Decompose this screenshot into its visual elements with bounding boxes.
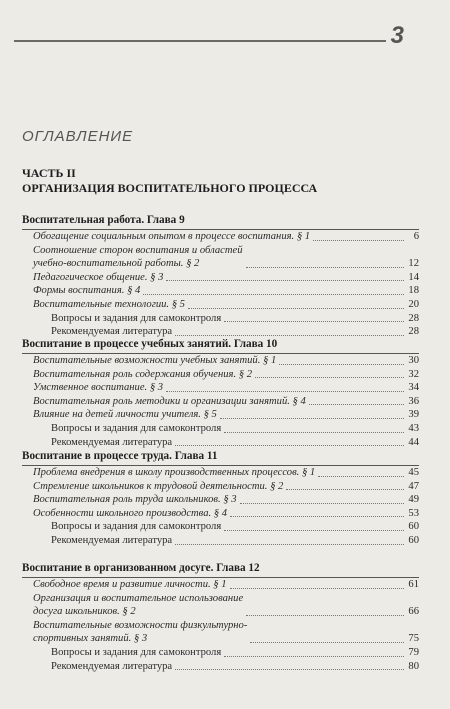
entry-title: Воспитательная роль методики и организации занятий. § 4	[33, 395, 306, 407]
dot-leader	[166, 391, 404, 392]
toc-entry[interactable]	[33, 271, 419, 285]
entry-title: Организация и воспитательное использование досуга школьников. § 2	[33, 592, 244, 618]
toc-entry[interactable]	[33, 480, 419, 494]
entry-page-number: 43	[408, 422, 419, 434]
part-label: ЧАСТЬ II	[22, 166, 76, 180]
dot-leader	[143, 294, 404, 295]
dot-leader	[175, 445, 404, 446]
header-rule	[14, 40, 386, 42]
dot-leader	[309, 404, 404, 405]
toc-entry[interactable]	[33, 230, 419, 244]
toc-entry[interactable]	[33, 520, 419, 534]
entry-title: Рекомендуемая литература	[51, 326, 173, 338]
toc-entry[interactable]	[33, 354, 419, 368]
toc-entry[interactable]	[33, 298, 419, 312]
dot-leader	[220, 418, 404, 419]
entry-page-number: 28	[408, 326, 419, 338]
dot-leader	[224, 656, 404, 657]
entry-title: Вопросы и задания для самоконтроля	[51, 312, 222, 324]
toc-entry[interactable]	[33, 619, 419, 646]
entry-page-number: 36	[408, 395, 419, 407]
dot-leader	[313, 240, 404, 241]
entry-title: Рекомендуемая литература	[51, 534, 173, 546]
entry-title: Умственное воспитание. § 3	[33, 382, 164, 394]
entry-page-number: 32	[408, 368, 419, 380]
entry-page-number: 80	[408, 660, 419, 672]
entry-page-number: 6	[413, 231, 419, 242]
dot-leader	[255, 377, 404, 378]
entry-title: Воспитательные возможности учебных занятий. § 1	[33, 355, 277, 366]
entry-page-number: 75	[408, 633, 419, 645]
chapter-section	[22, 561, 419, 673]
entry-page-number: 18	[408, 285, 419, 297]
toc-entry[interactable]	[33, 534, 419, 548]
toc-entry[interactable]	[33, 592, 419, 619]
entry-title: Рекомендуемая литература	[51, 436, 173, 448]
toc-entry[interactable]	[33, 312, 419, 326]
entry-title: Проблема внедрения в школу производственных процессов. § 1	[33, 467, 316, 478]
toc-title: ОГЛАВЛЕНИЕ	[22, 128, 134, 145]
entry-page-number: 34	[408, 382, 419, 394]
toc-entry[interactable]	[33, 422, 419, 436]
chapter-section	[22, 213, 419, 339]
toc-entry[interactable]	[33, 284, 419, 298]
toc-entry[interactable]	[33, 381, 419, 395]
dot-leader	[230, 516, 404, 517]
dot-leader	[224, 530, 404, 531]
part-heading	[22, 166, 422, 196]
entry-page-number: 12	[408, 258, 419, 270]
entry-title: Влияние на детей личности учителя. § 5	[33, 409, 217, 421]
entry-title: Вопросы и задания для самоконтроля	[51, 521, 222, 533]
toc-entry[interactable]	[33, 646, 419, 660]
dot-leader	[250, 642, 404, 643]
chapter-heading: Воспитание в процессе труда. Глава 11	[22, 449, 419, 466]
entry-title: Соотношение сторон воспитания и областей учебно-воспитательной работы. § 2	[33, 244, 243, 270]
dot-leader	[175, 669, 404, 670]
entry-title: Воспитательная роль содержания обучения. § 2	[33, 368, 252, 380]
entry-page-number: 60	[408, 521, 419, 533]
dot-leader	[246, 615, 404, 616]
entry-title: Воспитательная роль труда школьников. § 3	[33, 494, 237, 506]
entry-list	[33, 354, 419, 449]
toc-entry[interactable]	[33, 408, 419, 422]
entry-page-number: 61	[408, 579, 419, 590]
entry-page-number: 49	[408, 494, 419, 506]
dot-leader	[230, 588, 404, 589]
entry-page-number: 79	[408, 646, 419, 658]
entry-page-number: 60	[408, 534, 419, 546]
entry-page-number: 47	[408, 480, 419, 492]
entry-page-number: 14	[408, 271, 419, 283]
dot-leader	[246, 267, 404, 268]
page-number: 3	[390, 22, 404, 49]
dot-leader	[318, 476, 404, 477]
entry-title: Рекомендуемая литература	[51, 660, 173, 672]
entry-title: Вопросы и задания для самоконтроля	[51, 422, 222, 434]
toc-entry[interactable]	[33, 244, 419, 271]
chapter-section	[22, 337, 419, 449]
chapter-section	[22, 449, 419, 548]
part-title: ОРГАНИЗАЦИЯ ВОСПИТАТЕЛЬНОГО ПРОЦЕССА	[22, 181, 318, 195]
entry-title: Обогащение социальным опытом в процессе воспитания. § 1	[33, 231, 311, 242]
toc-entry[interactable]	[33, 578, 419, 592]
dot-leader	[279, 364, 404, 365]
dot-leader	[166, 280, 404, 281]
entry-title: Особенности школьного производства. § 4	[33, 507, 228, 519]
entry-title: Свободное время и развитие личности. § 1	[33, 579, 227, 590]
entry-page-number: 66	[408, 606, 419, 618]
toc-entry[interactable]	[33, 507, 419, 521]
dot-leader	[175, 335, 404, 336]
entry-title: Стремление школьников к трудовой деятельности. § 2	[33, 480, 284, 492]
toc-entry[interactable]	[33, 395, 419, 409]
chapter-heading: Воспитательная работа. Глава 9	[22, 213, 419, 230]
dot-leader	[224, 432, 404, 433]
entry-title: Формы воспитания. § 4	[33, 285, 141, 297]
entry-page-number: 39	[408, 409, 419, 421]
dot-leader	[286, 489, 404, 490]
entry-page-number: 30	[408, 355, 419, 366]
dot-leader	[188, 308, 404, 309]
entry-page-number: 20	[408, 298, 419, 310]
entry-page-number: 44	[408, 436, 419, 448]
entry-title: Вопросы и задания для самоконтроля	[51, 646, 222, 658]
toc-entry[interactable]	[33, 466, 419, 480]
entry-page-number: 53	[408, 507, 419, 519]
toc-entry[interactable]	[33, 493, 419, 507]
toc-entry[interactable]	[33, 436, 419, 450]
entry-title: Воспитательные возможности физкультурно- спортивных занятий. § 3	[33, 619, 248, 645]
chapter-heading: Воспитание в процессе учебных занятий. Глава 10	[22, 337, 419, 354]
dot-leader	[224, 321, 404, 322]
entry-page-number: 28	[408, 312, 419, 324]
chapter-heading: Воспитание в организованном досуге. Глава 12	[22, 561, 419, 578]
entry-page-number: 45	[408, 467, 419, 478]
entry-title: Педагогическое общение. § 3	[33, 271, 164, 283]
dot-leader	[240, 503, 404, 504]
toc-entry[interactable]	[33, 368, 419, 382]
entry-list	[33, 578, 419, 673]
entry-title: Воспитательные технологии. § 5	[33, 298, 185, 310]
entry-list	[33, 230, 419, 339]
dot-leader	[175, 544, 404, 545]
entry-list	[33, 466, 419, 548]
toc-entry[interactable]	[33, 660, 419, 674]
